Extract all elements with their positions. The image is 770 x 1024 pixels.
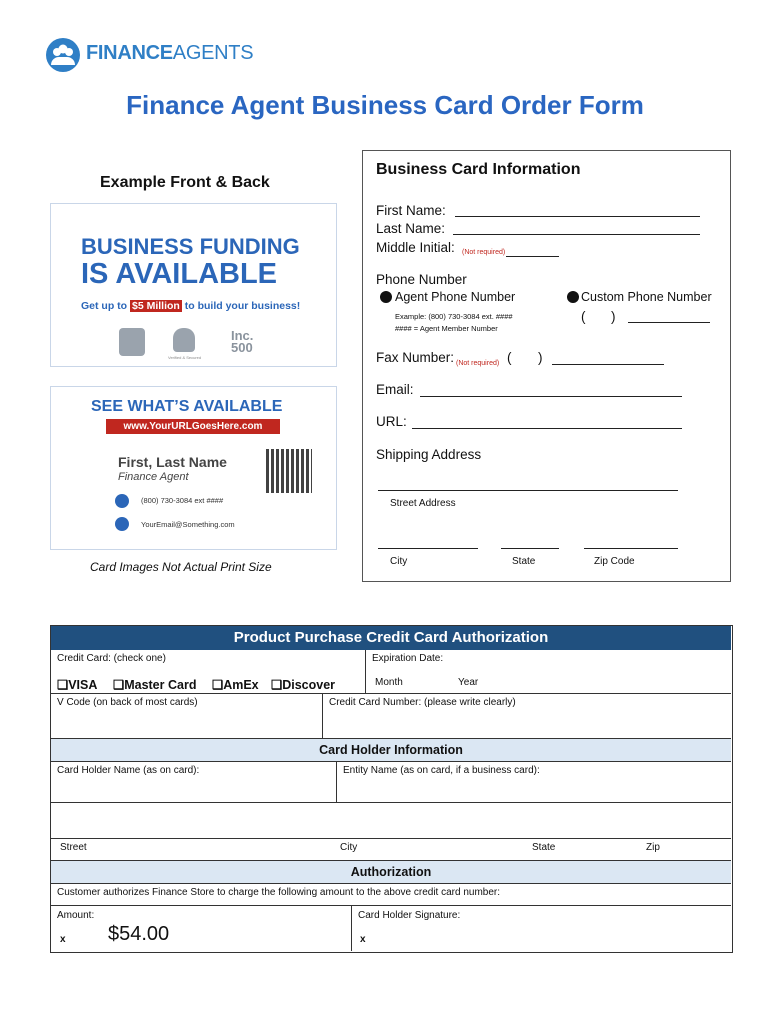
inc-500-badge: Inc. 500 xyxy=(231,328,254,355)
divider xyxy=(351,905,352,951)
custom-phone-radio[interactable] xyxy=(567,291,579,303)
zip-label: Zip xyxy=(646,842,660,853)
card-option-discover[interactable]: ❑Discover xyxy=(271,678,336,692)
page-title: Finance Agent Business Card Order Form xyxy=(126,90,644,120)
holder-name-label: Card Holder Name (as on card): xyxy=(57,765,200,776)
middle-initial-field[interactable] xyxy=(506,256,559,257)
state-label: State xyxy=(512,556,536,567)
divider xyxy=(51,693,731,694)
card-option-mastercard[interactable]: ❑Master Card xyxy=(113,678,197,692)
front-line2: IS AVAILABLE xyxy=(81,258,278,290)
fax-paren-close: ) xyxy=(538,350,543,365)
city-label: City xyxy=(340,842,358,853)
card-caption: Card Images Not Actual Print Size xyxy=(90,560,272,574)
example-heading: Example Front & Back xyxy=(100,174,270,191)
back-name: First, Last Name xyxy=(118,454,227,470)
fax-not-required: (Not required) xyxy=(456,360,500,367)
divider xyxy=(365,650,366,693)
email-field[interactable] xyxy=(420,396,682,397)
email-label: Email: xyxy=(376,382,414,397)
front-tagline: Get up to $5 Million to build your business! xyxy=(81,300,301,312)
qr-code-icon xyxy=(266,449,312,493)
signature-label: Card Holder Signature: xyxy=(358,910,461,921)
entity-name-label: Entity Name (as on card, if a business card): xyxy=(343,765,540,776)
year-label: Year xyxy=(458,677,479,688)
back-headline: SEE WHAT’S AVAILABLE xyxy=(91,398,283,415)
payment-authorization-table xyxy=(50,625,733,953)
zip-code-label: Zip Code xyxy=(594,556,635,567)
back-phone: (800) 730-3084 ext #### xyxy=(141,496,224,505)
street-address-label: Street Address xyxy=(390,498,456,509)
city-field[interactable] xyxy=(378,548,478,549)
middle-initial-not-required: (Not required) xyxy=(462,249,506,256)
expiration-date-label: Expiration Date: xyxy=(372,653,444,664)
phone-icon xyxy=(115,494,129,508)
card-holder-heading: Card Holder Information xyxy=(51,738,731,762)
cc-number-label: Credit Card Number: (please write clearly) xyxy=(329,697,516,708)
last-name-label: Last Name: xyxy=(376,221,446,236)
card-option-amex[interactable]: ❑AmEx xyxy=(212,678,259,692)
card-option-visa[interactable]: ❑VISA xyxy=(57,678,98,692)
fax-number-label: Fax Number: xyxy=(376,350,455,365)
card-front-image xyxy=(50,203,337,367)
fax-field[interactable] xyxy=(552,364,664,365)
city-label: City xyxy=(390,556,408,567)
divider xyxy=(51,802,731,803)
first-name-field[interactable] xyxy=(455,216,700,217)
amount-x-mark: x xyxy=(60,934,66,945)
custom-phone-paren-open: ( xyxy=(581,309,586,324)
middle-initial-label: Middle Initial: xyxy=(376,240,455,255)
divider xyxy=(336,761,337,802)
amount-value: $54.00 xyxy=(108,923,170,945)
authorization-text: Customer authorizes Finance Store to charge the following amount to the above credit card number: xyxy=(57,887,501,898)
info-heading: Business Card Information xyxy=(376,161,581,178)
street-address-field[interactable] xyxy=(378,490,678,491)
custom-phone-paren-close: ) xyxy=(611,309,616,324)
phone-number-label: Phone Number xyxy=(376,272,467,287)
back-url-banner: www.YourURLGoesHere.com xyxy=(106,419,280,434)
card-back-image xyxy=(50,386,337,550)
phone-note: #### = Agent Member Number xyxy=(395,324,498,333)
front-line1: BUSINESS FUNDING xyxy=(81,234,300,259)
back-email: YourEmail@Something.com xyxy=(141,520,235,529)
divider xyxy=(51,905,731,906)
signature-x-mark: x xyxy=(360,934,366,945)
v-code-label: V Code (on back of most cards) xyxy=(57,697,198,708)
last-name-field[interactable] xyxy=(453,234,700,235)
agent-phone-label: Agent Phone Number xyxy=(395,290,516,304)
phone-example: Example: (800) 730-3084 ext. #### xyxy=(395,312,513,321)
brand-name: FINANCEAGENTS xyxy=(86,42,254,64)
state-field[interactable] xyxy=(501,548,559,549)
url-label: URL: xyxy=(376,414,407,429)
agent-phone-radio[interactable] xyxy=(380,291,392,303)
verified-label: Verified & Secured xyxy=(168,355,202,360)
back-role: Finance Agent xyxy=(118,471,189,483)
custom-phone-field[interactable] xyxy=(628,322,710,323)
credit-card-check-label: Credit Card: (check one) xyxy=(57,653,166,664)
fax-paren-open: ( xyxy=(507,350,512,365)
custom-phone-label: Custom Phone Number xyxy=(581,290,712,304)
divider xyxy=(322,693,323,738)
bbb-badge-icon xyxy=(119,328,145,356)
shield-icon xyxy=(173,328,195,352)
state-label: State xyxy=(532,842,556,853)
payment-heading: Product Purchase Credit Card Authorization xyxy=(51,626,731,650)
amount-label: Amount: xyxy=(57,910,95,921)
zip-code-field[interactable] xyxy=(584,548,678,549)
authorization-heading: Authorization xyxy=(51,860,731,884)
email-icon xyxy=(115,517,129,531)
shipping-address-label: Shipping Address xyxy=(376,447,482,462)
divider xyxy=(51,838,731,839)
month-label: Month xyxy=(375,677,403,688)
finance-agents-logo-icon xyxy=(46,38,80,72)
street-label: Street xyxy=(60,842,87,853)
first-name-label: First Name: xyxy=(376,203,446,218)
url-field[interactable] xyxy=(412,428,682,429)
